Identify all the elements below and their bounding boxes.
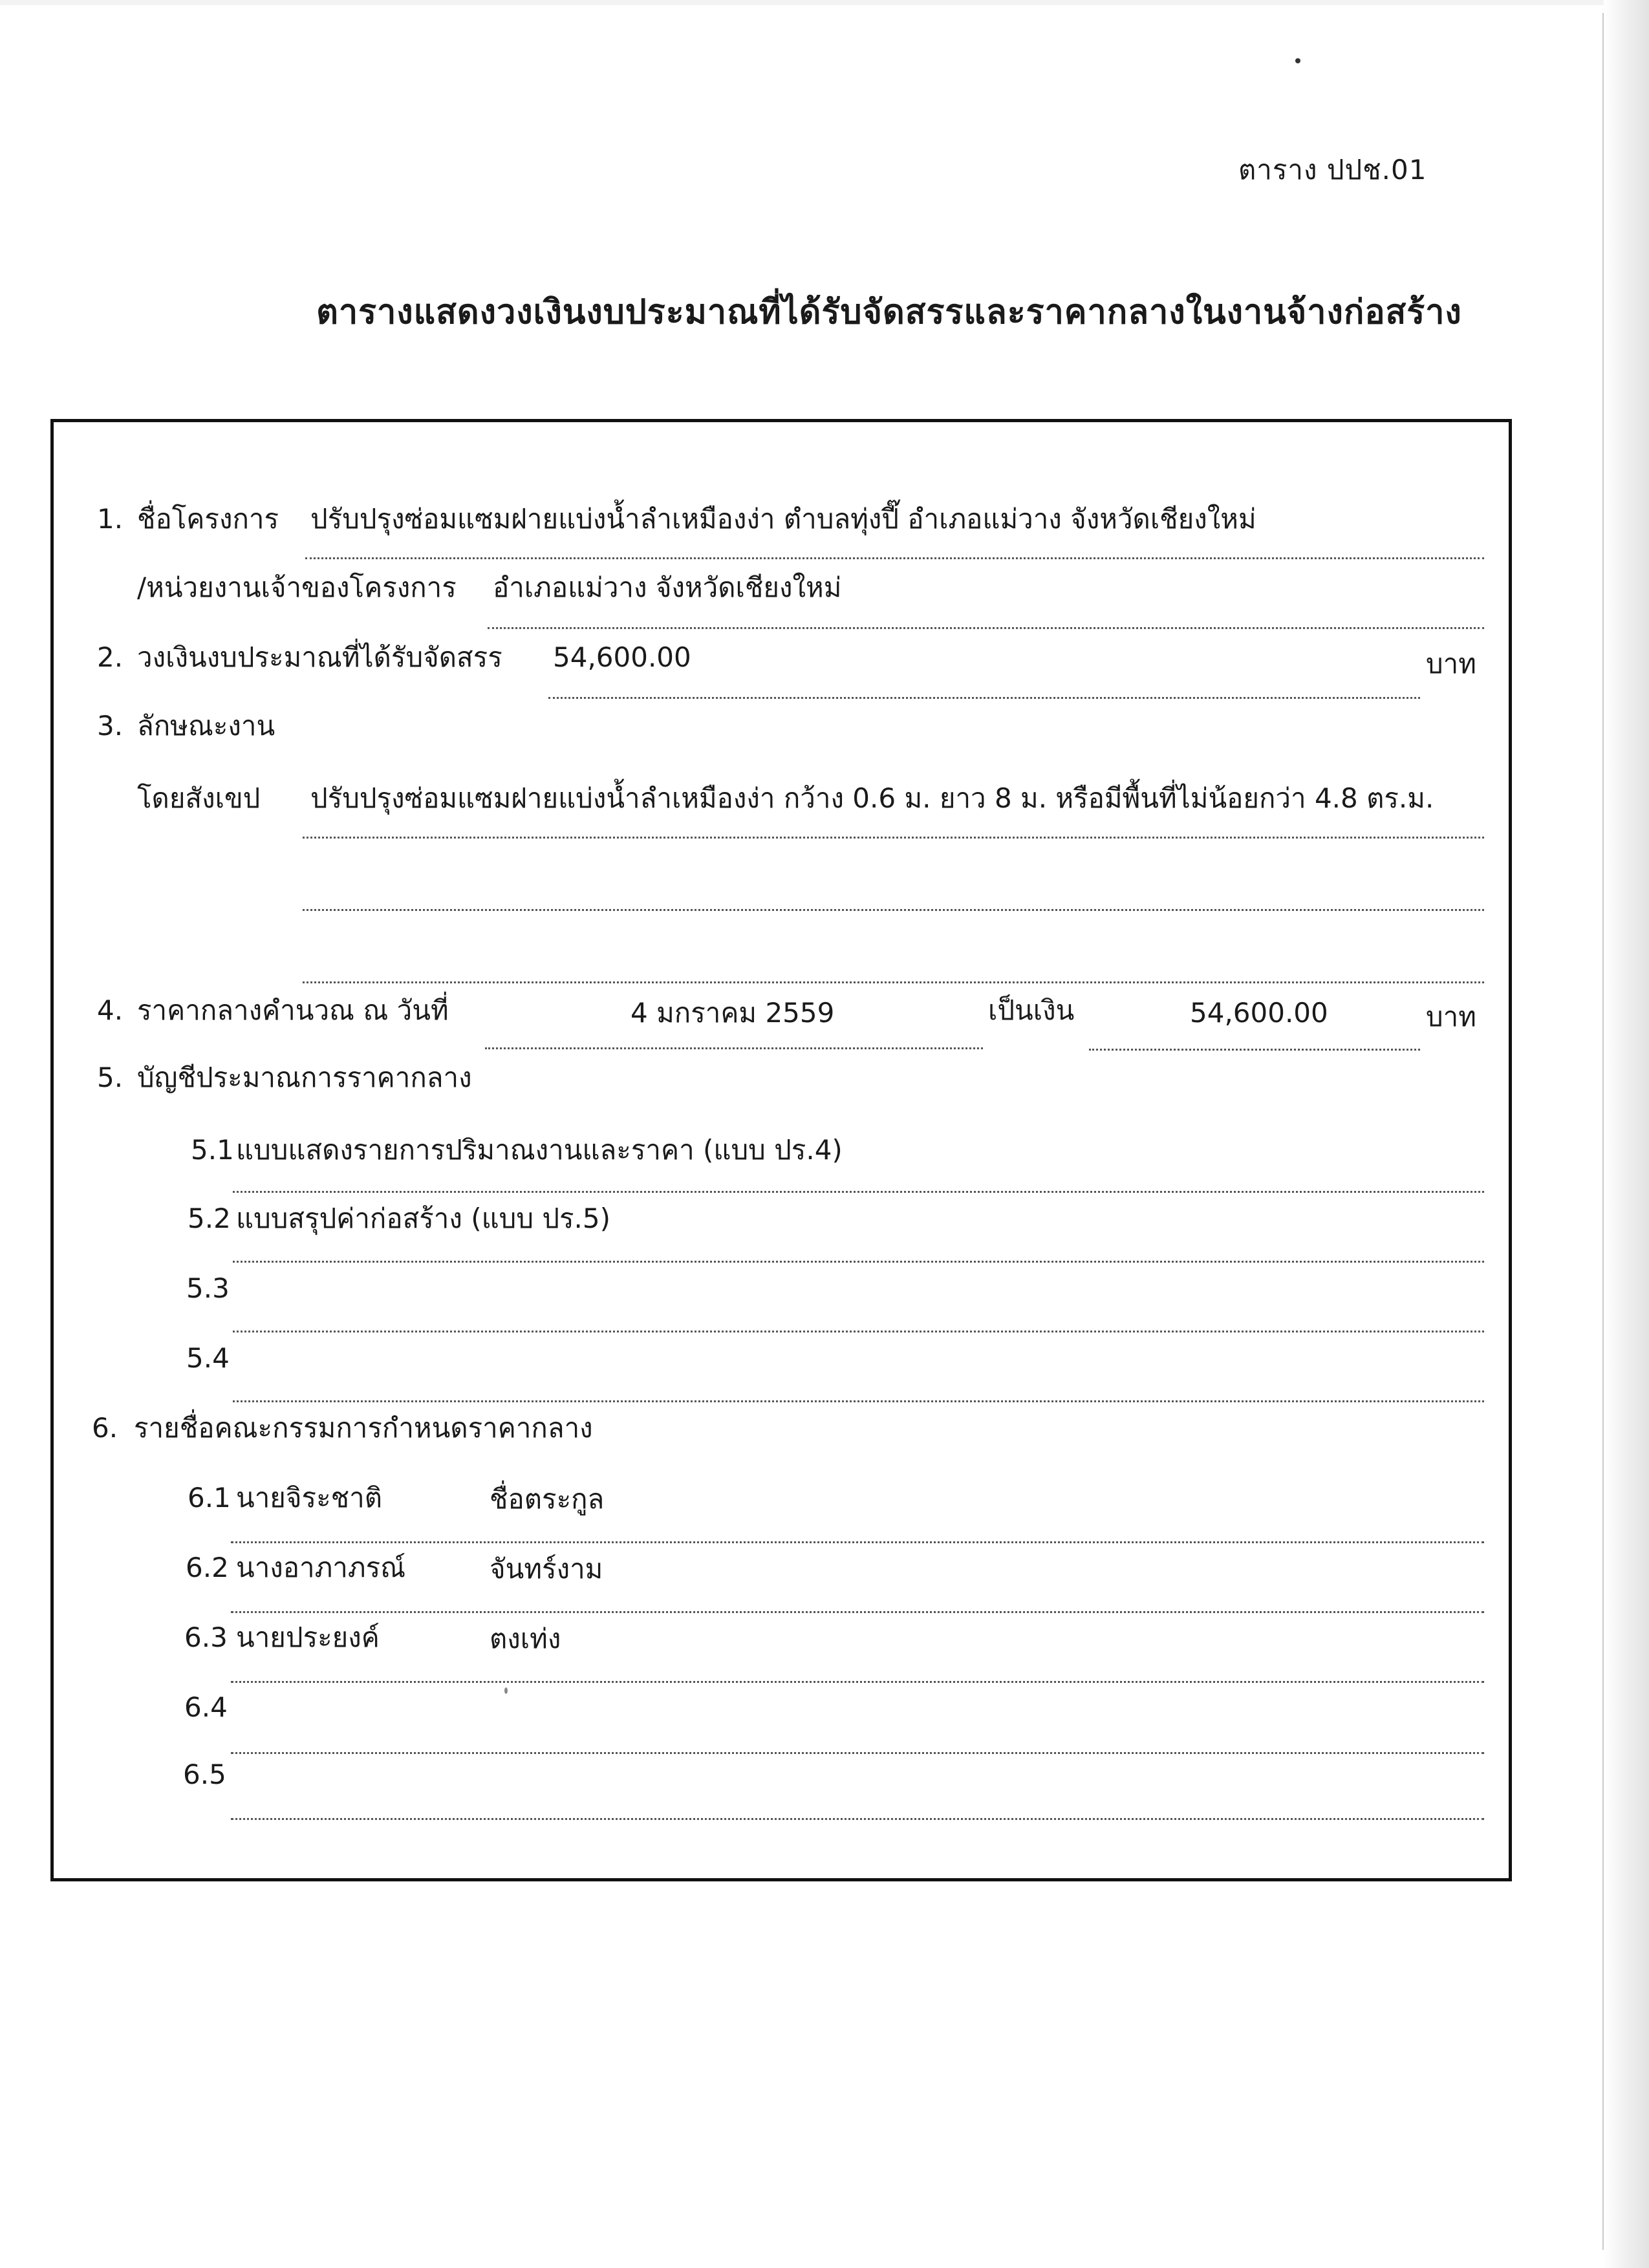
median-price-date: 4 มกราคม 2559 (630, 997, 835, 1029)
committee-member-last-name: จันทร์งาม (490, 1553, 603, 1585)
committee-member-number: 6.1 (188, 1482, 231, 1514)
median-price-label: ราคากลางคำนวณ ณ วันที่ (137, 994, 449, 1026)
section5-number: 5. (97, 1062, 124, 1093)
work-summary-label: โดยสังเขป (137, 782, 261, 814)
project-owner-value: อำเภอแม่วาง จังหวัดเชียงใหม่ (493, 572, 842, 603)
committee-member-line (231, 1818, 1484, 1820)
committee-member-line (231, 1681, 1484, 1683)
scan-edge-right (1604, 0, 1649, 2268)
committee-member-number: 6.3 (184, 1621, 228, 1653)
median-price-unit: บาท (1426, 1001, 1476, 1032)
section4-number: 4. (97, 994, 124, 1026)
estimate-item-line (233, 1331, 1484, 1332)
scan-speck (1295, 58, 1300, 63)
work-summary-line-2 (303, 909, 1484, 911)
document-title (0, 284, 1565, 338)
committee-member-number: 6.4 (184, 1691, 228, 1723)
estimate-item-number: 5.1 (191, 1134, 234, 1166)
section3-number: 3. (97, 710, 124, 742)
committee-member-last-name: ตงเท่ง (490, 1623, 561, 1654)
work-summary-line-3 (303, 981, 1484, 983)
estimate-item-number: 5.3 (186, 1272, 230, 1304)
committee-member-line (231, 1541, 1484, 1543)
estimate-item-line (233, 1261, 1484, 1263)
project-owner-line (488, 627, 1484, 629)
work-nature-label: ลักษณะงาน (137, 710, 275, 742)
work-summary-line-1 (303, 837, 1484, 839)
estimate-item-line (233, 1191, 1484, 1193)
committee-member-line (231, 1611, 1484, 1613)
budget-label: วงเงินงบประมาณที่ได้รับจัดสรร (137, 641, 502, 673)
project-name-line (305, 557, 1484, 559)
median-price-amount-line (1089, 1049, 1420, 1051)
committee-member-number: 6.5 (183, 1759, 226, 1790)
section6-number: 6. (92, 1412, 118, 1444)
median-price-amount: 54,600.00 (1190, 997, 1328, 1029)
budget-line (548, 697, 1420, 699)
estimate-item-text: แบบแสดงรายการปริมาณงานและราคา (แบบ ปร.4) (236, 1134, 843, 1166)
document-title-text: ตารางแสดงวงเงินงบประมาณที่ได้รับจัดสรรและราคากลางในงานจ้างก่อสร้าง (316, 293, 1462, 332)
estimate-item-number: 5.4 (186, 1342, 230, 1374)
committee-member-number: 6.2 (186, 1552, 229, 1583)
median-price-amount-label: เป็นเงิน (988, 994, 1075, 1026)
budget-unit: บาท (1426, 648, 1476, 679)
project-owner-label: /หน่วยงานเจ้าของโครงการ (137, 572, 457, 603)
estimate-item-number: 5.2 (188, 1203, 231, 1234)
section2-number: 2. (97, 641, 124, 673)
scan-fold-line (1602, 13, 1604, 2250)
estimate-item-text: แบบสรุปค่าก่อสร้าง (แบบ ปร.5) (236, 1203, 611, 1234)
committee-label: รายชื่อคณะกรรมการกำหนดราคากลาง (134, 1412, 593, 1444)
budget-value: 54,600.00 (553, 641, 691, 673)
estimate-list-label: บัญชีประมาณการราคากลาง (137, 1062, 472, 1093)
work-summary-value: ปรับปรุงซ่อมแซมฝายแบ่งน้ำลำเหมืองง่า กว้าง 0.6 ม. ยาว 8 ม. หรือมีพื้นที่ไม่น้อยกว่า 4.8 ตร.ม. (310, 782, 1434, 814)
committee-member-last-name: ชื่อตระกูล (490, 1483, 605, 1515)
project-name-label: ชื่อโครงการ (137, 503, 279, 535)
committee-member-first-name: นางอาภาภรณ์ (236, 1552, 406, 1583)
committee-member-first-name: นายจิระชาติ (236, 1482, 382, 1514)
committee-member-line (231, 1752, 1484, 1754)
committee-member-first-name: นายประยงค์ (236, 1621, 380, 1653)
estimate-item-line (233, 1400, 1484, 1402)
section1-number: 1. (97, 503, 124, 535)
scan-edge-top (0, 0, 1649, 5)
median-price-date-line (485, 1047, 983, 1049)
form-code: ตาราง ปปช.01 (1238, 154, 1427, 186)
project-name-value: ปรับปรุงซ่อมแซมฝายแบ่งน้ำลำเหมืองง่า ตำบลทุ่งปี๊ อำเภอแม่วาง จังหวัดเชียงใหม่ (310, 503, 1256, 535)
